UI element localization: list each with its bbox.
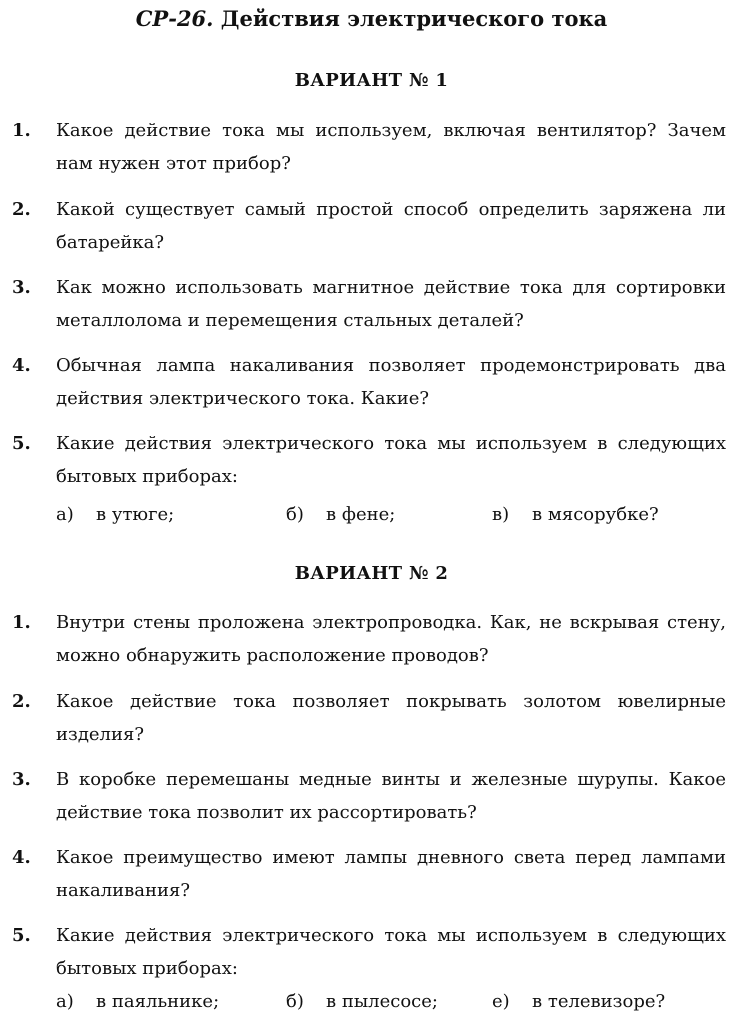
question-v1-4 [12,349,726,415]
question-number: 1. [12,612,31,633]
question-text: Внутри стены проложена электропроводка. Как, не вскрывая стену, можно обнаружить расположение проводов? [56,612,726,666]
question-number: 4. [12,355,31,376]
options-v2 [56,991,736,1021]
question-v1-5 [12,427,726,493]
option-a: а) в утюге; [56,504,175,525]
question-number: 3. [12,277,31,298]
question-v2-2 [12,685,726,751]
question-number: 2. [12,199,31,220]
option-a: а) в паяльнике; [56,991,220,1012]
question-text: Какое действие тока мы используем, включая вентилятор? Зачем нам нужен этот прибор? [56,120,726,174]
question-v2-1 [12,606,726,672]
question-v2-3 [12,763,726,829]
page-title [0,6,743,31]
question-v1-1 [12,114,726,180]
question-text: Какое преимущество имеют лампы дневного света перед лампами накаливания? [56,847,726,901]
option-c: е) в телевизоре? [492,991,666,1012]
question-number: 4. [12,847,31,868]
option-c: в) в мясорубке? [492,504,659,525]
question-text: Какое действие тока позволяет покрывать золотом ювелирные изделия? [56,691,726,745]
question-v1-2 [12,193,726,259]
question-v2-4 [12,841,726,907]
question-text: Какие действия электрического тока мы используем в следующих бытовых приборах: [56,433,726,487]
question-number: 2. [12,691,31,712]
option-b: б) в фене; [286,504,396,525]
variant-1-heading: ВАРИАНТ № 1 [294,70,449,91]
question-text: Какие действия электрического тока мы используем в следующих бытовых приборах: [56,925,726,979]
question-v2-5 [12,919,726,985]
question-text: В коробке перемешаны медные винты и железные шурупы. Какое действие тока позволит их рассортировать? [56,769,726,823]
question-text: Как можно использовать магнитное действие тока для сортировки металлолома и перемещения стальных деталей? [56,277,726,331]
work-code: СР-26. [135,6,214,31]
question-number: 5. [12,925,31,946]
question-number: 3. [12,769,31,790]
option-b: б) в пылесосе; [286,991,438,1012]
question-number: 5. [12,433,31,454]
variant-2-heading: ВАРИАНТ № 2 [294,563,449,584]
title-text: Действия электрического тока [220,6,608,31]
question-text: Обычная лампа накаливания позволяет продемонстрировать два действия электрического тока. Какие? [56,355,726,409]
question-number: 1. [12,120,31,141]
question-text: Какой существует самый простой способ определить заряжена ли батарейка? [56,199,726,253]
question-v1-3 [12,271,726,337]
options-v1 [56,504,736,534]
